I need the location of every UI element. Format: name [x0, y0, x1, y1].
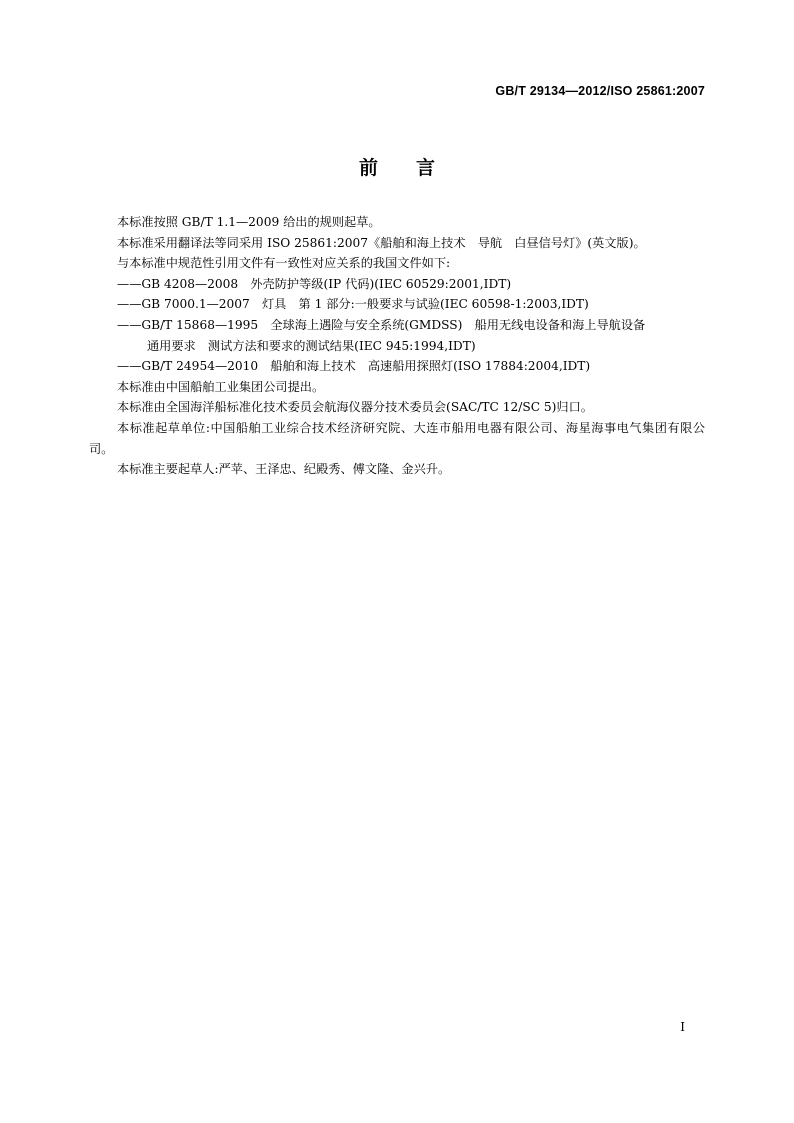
reference-item-gbt24954: ——GB/T 24954—2010 船舶和海上技术 高速船用探照灯(ISO 17884:2004,IDT)	[117, 359, 591, 374]
reference-item-gb4208: ——GB 4208—2008 外壳防护等级(IP 代码)(IEC 60529:2001,IDT)	[117, 276, 512, 291]
reference-item-gbt15868-continued: 通用要求 测试方法和要求的测试结果(IEC 945:1994,IDT)	[147, 338, 476, 353]
standard-code-header: GB/T 29134—2012/ISO 25861:2007	[495, 84, 705, 98]
paragraph-reference-intro: 与本标准中规范性引用文件有一致性对应关系的我国文件如下:	[117, 256, 451, 271]
reference-item-gb7000: ——GB 7000.1—2007 灯具 第 1 部分:一般要求与试验(IEC 60598-1:2003,IDT)	[117, 297, 589, 312]
paragraph-committee: 本标准由全国海洋船标准化技术委员会航海仪器分技术委员会(SAC/TC 12/SC 5)归口。	[117, 400, 593, 415]
page-number: I	[680, 1020, 685, 1034]
paragraph-proposer: 本标准由中国船舶工业集团公司提出。	[117, 379, 325, 394]
paragraph-adoption: 本标准采用翻译法等同采用 ISO 25861:2007《船舶和海上技术 导航 白昼信号灯》(英文版)。	[117, 235, 646, 250]
paragraph-drafters: 本标准主要起草人:严苹、王泽忠、纪殿秀、傅文隆、金兴升。	[117, 462, 451, 477]
reference-item-gbt15868: ——GB/T 15868—1995 全球海上遇险与安全系统(GMDSS) 船用无线电设备和海上导航设备	[117, 317, 646, 332]
page-title: 前言	[358, 157, 473, 179]
paragraph-drafting-units: 本标准起草单位:中国船舶工业综合技术经济研究院、大连市船用电器有限公司、海星海事电气集团有限公司。	[89, 420, 705, 456]
document-body	[89, 212, 705, 480]
paragraph-drafting-rules: 本标准按照 GB/T 1.1—2009 给出的规则起草。	[117, 215, 381, 229]
